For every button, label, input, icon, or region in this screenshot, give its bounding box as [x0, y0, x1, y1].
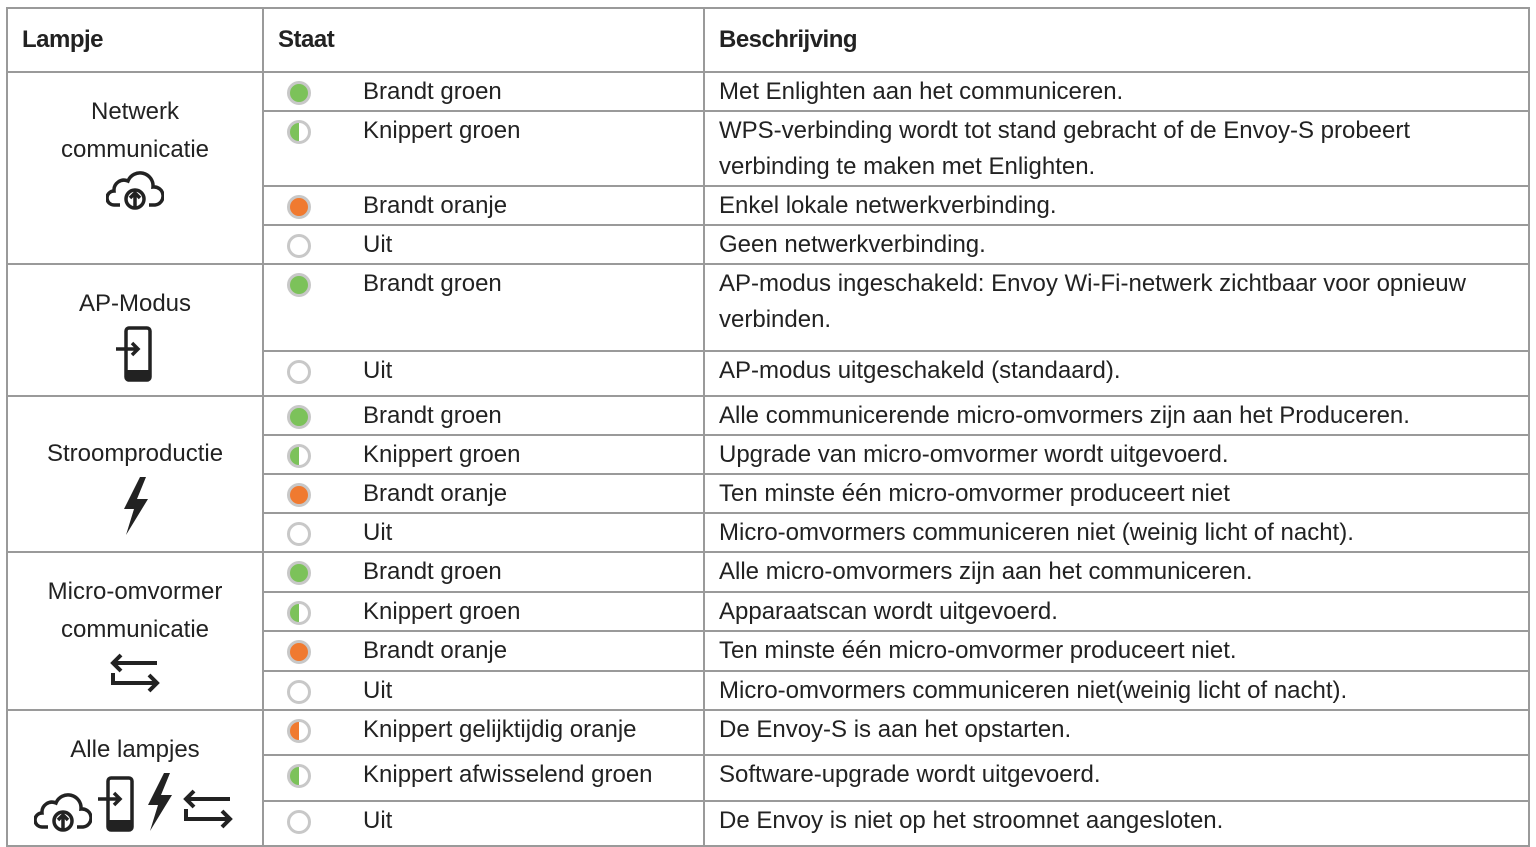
header-staat: Staat — [263, 8, 704, 72]
state-label: Knippert groen — [363, 117, 521, 144]
led-on-orange-icon — [287, 195, 311, 219]
state-label: Knippert afwisselend groen — [363, 761, 653, 789]
led-status-table — [6, 7, 1530, 847]
led-off-icon — [287, 680, 311, 704]
lightning-icon — [142, 771, 176, 845]
state-cell — [263, 474, 704, 513]
state-label: Brandt groen — [363, 78, 502, 105]
table-row — [7, 264, 1529, 351]
lampje-icons — [8, 325, 262, 395]
led-off-icon — [287, 234, 311, 258]
lampje-label: Micro-omvormer communicatie — [47, 578, 223, 643]
state-label: Brandt oranje — [363, 480, 508, 507]
cloud-upload-icon — [34, 793, 92, 845]
state-cell — [263, 671, 704, 711]
lampje-cell — [7, 552, 263, 710]
led-off-icon — [287, 522, 311, 546]
state-cell — [263, 264, 704, 351]
state-label: Brandt groen — [363, 402, 502, 429]
lampje-cell — [7, 396, 263, 552]
state-label: Uit — [363, 676, 393, 704]
lampje-cell — [7, 710, 263, 846]
led-off-icon — [287, 360, 311, 384]
description-cell: Alle communicerende micro-omvormers zijn aan het Produceren. — [704, 396, 1529, 435]
description-cell: AP-modus ingeschakeld: Envoy Wi-Fi-netwerk zichtbaar voor opnieuw verbinden. — [704, 264, 1529, 351]
state-cell — [263, 801, 704, 846]
led-on-orange-icon — [287, 640, 311, 664]
lampje-icons — [8, 651, 262, 709]
state-cell — [263, 755, 704, 800]
led-off-icon — [287, 810, 311, 834]
state-label: Brandt oranje — [363, 192, 508, 219]
led-on-green-icon — [287, 273, 311, 297]
lampje-label: AP-Modus — [78, 290, 192, 317]
header-row — [7, 8, 1529, 72]
description-cell: Geen netwerkverbinding. — [704, 225, 1529, 264]
table-row — [7, 710, 1529, 755]
state-label: Uit — [363, 806, 393, 834]
state-label: Brandt groen — [363, 558, 502, 585]
description-cell: Upgrade van micro-omvormer wordt uitgevoerd. — [704, 435, 1529, 474]
state-cell — [263, 186, 704, 225]
state-cell — [263, 351, 704, 396]
led-blink-green-icon — [287, 764, 311, 788]
led-on-green-icon — [287, 405, 311, 429]
header-beschrijving: Beschrijving — [704, 8, 1529, 72]
lampje-icons — [8, 475, 262, 549]
header-lampje: Lampje — [7, 8, 263, 72]
lampje-icons — [8, 771, 262, 845]
arrows-exchange-icon — [107, 651, 163, 709]
phone-login-icon — [96, 775, 138, 845]
description-cell: Micro-omvormers communiceren niet(weinig licht of nacht). — [704, 671, 1529, 711]
state-cell — [263, 435, 704, 474]
description-cell: De Envoy-S is aan het opstarten. — [704, 710, 1529, 755]
state-cell — [263, 72, 704, 111]
lampje-label: Alle lampjes — [70, 736, 200, 763]
led-on-orange-icon — [287, 483, 311, 507]
state-cell — [263, 552, 704, 592]
lightning-icon — [118, 475, 152, 549]
state-cell — [263, 111, 704, 186]
table-row — [7, 72, 1529, 111]
lampje-cell — [7, 264, 263, 396]
state-cell — [263, 631, 704, 671]
led-blink-green-icon — [287, 120, 311, 144]
state-label: Uit — [363, 356, 393, 384]
state-label: Uit — [363, 519, 393, 546]
description-cell: Software-upgrade wordt uitgevoerd. — [704, 755, 1529, 800]
led-on-green-icon — [287, 561, 311, 585]
state-label: Knippert groen — [363, 597, 521, 625]
state-cell — [263, 396, 704, 435]
description-cell: WPS-verbinding wordt tot stand gebracht of de Envoy-S probeert verbinding te maken met Enlighten. — [704, 111, 1529, 186]
description-cell: Ten minste één micro-omvormer produceert niet — [704, 474, 1529, 513]
lampje-cell — [7, 72, 263, 264]
table-row — [7, 552, 1529, 592]
led-blink-green-icon — [287, 601, 311, 625]
description-cell: Met Enlighten aan het communiceren. — [704, 72, 1529, 111]
state-label: Brandt oranje — [363, 637, 508, 664]
description-cell: Enkel lokale netwerkverbinding. — [704, 186, 1529, 225]
state-label: Knippert groen — [363, 441, 521, 468]
state-cell — [263, 225, 704, 264]
state-cell — [263, 710, 704, 755]
table-row — [7, 396, 1529, 435]
description-cell: De Envoy is niet op het stroomnet aangesloten. — [704, 801, 1529, 846]
lampje-label: Netwerk communicatie — [60, 98, 210, 163]
lampje-label: Stroomproductie — [46, 440, 224, 467]
description-cell: Alle micro-omvormers zijn aan het communiceren. — [704, 552, 1529, 592]
state-label: Uit — [363, 231, 393, 258]
description-cell: Ten minste één micro-omvormer produceert niet. — [704, 631, 1529, 671]
cloud-upload-icon — [106, 171, 164, 223]
state-cell — [263, 592, 704, 632]
phone-login-icon — [114, 325, 156, 395]
led-on-green-icon — [287, 81, 311, 105]
description-cell: AP-modus uitgeschakeld (standaard). — [704, 351, 1529, 396]
lampje-icons — [8, 171, 262, 223]
led-blink-green-icon — [287, 444, 311, 468]
arrows-exchange-icon — [180, 787, 236, 845]
state-label: Brandt groen — [363, 270, 502, 297]
state-cell — [263, 513, 704, 552]
led-blink-orange-icon — [287, 719, 311, 743]
description-cell: Micro-omvormers communiceren niet (weinig licht of nacht). — [704, 513, 1529, 552]
description-cell: Apparaatscan wordt uitgevoerd. — [704, 592, 1529, 632]
state-label: Knippert gelijktijdig oranje — [363, 716, 637, 743]
